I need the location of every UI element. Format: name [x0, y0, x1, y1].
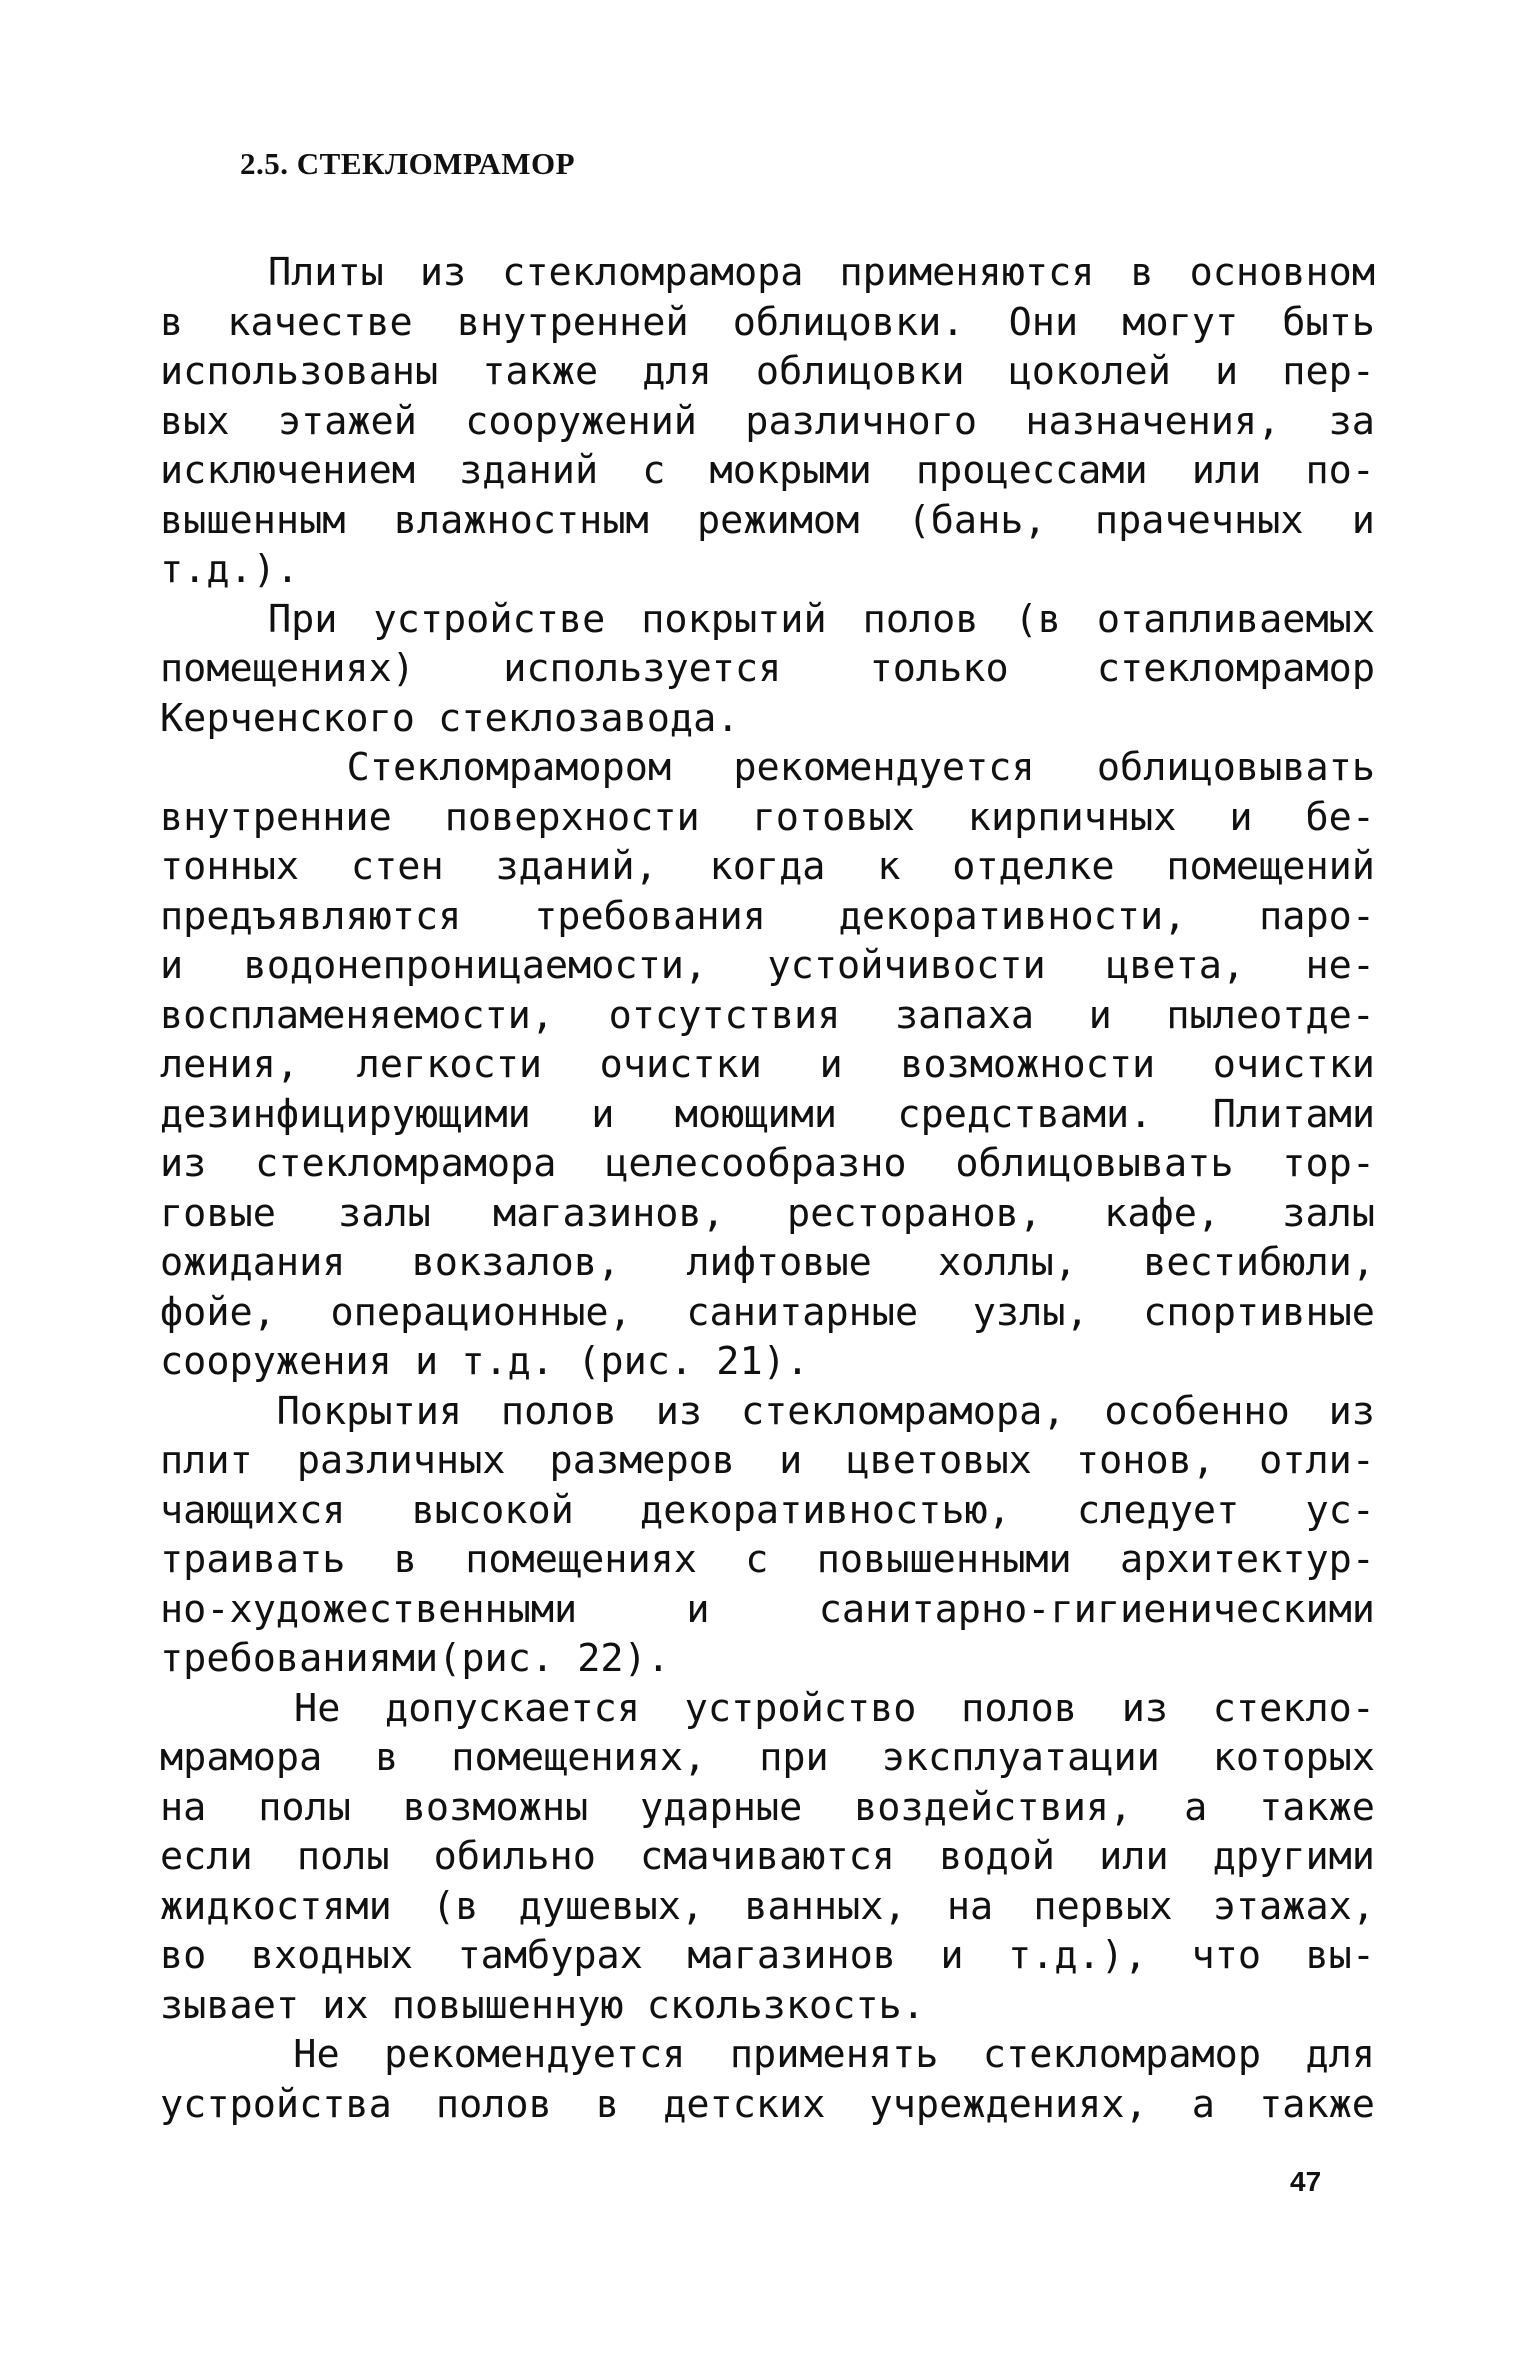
text-line: помещениях) используется только стекломрамор	[160, 646, 1375, 691]
text-line: использованы также для облицовки цоколей и пер-	[160, 349, 1375, 394]
page-number: 47	[1290, 2166, 1322, 2197]
text-line: Керченского стеклозавода.	[160, 695, 740, 741]
text-line: тонных стен зданий, когда к отделке помещений	[160, 844, 1375, 889]
text-line: в качестве внутренней облицовки. Они могут быть	[160, 299, 1375, 345]
text-line: предъявляются требования декоративности, паро-	[160, 893, 1375, 939]
body-text	[160, 248, 1375, 2129]
text-line: дезинфицирующими и моющими средствами. Плитами	[160, 1091, 1375, 1137]
text-line: требованиями(рис. 22).	[160, 1636, 670, 1681]
text-line: вых этажей сооружений различного назначения, за	[160, 398, 1375, 444]
text-line: фойе, операционные, санитарные узлы, спортивные	[160, 1289, 1375, 1335]
text-line: Покрытия полов из стекломрамора, особенно из	[160, 1388, 1375, 1434]
paragraph	[160, 2030, 1375, 2129]
text-line: При устройстве покрытий полов (в отапливаемых	[160, 596, 1375, 642]
text-line: на полы возможны ударные воздействия, а также	[160, 1784, 1375, 1830]
text-line: ления, легкости очистки и возможности очистки	[160, 1042, 1375, 1087]
text-line: во входных тамбурах магазинов и т.д.), что вы-	[160, 1933, 1375, 1978]
text-line: Стекломрамором рекомендуется облицовывать	[160, 745, 1375, 790]
text-line: исключением зданий с мокрыми процессами или по-	[160, 448, 1375, 493]
section-heading: 2.5. СТЕКЛОМРАМОР	[240, 146, 576, 181]
text-line: и водонепроницаемости, устойчивости цвета, не-	[160, 943, 1375, 988]
text-line: Не допускается устройство полов из стекло-	[160, 1685, 1375, 1731]
text-line: вышенным влажностным режимом (бань, прачечных и	[160, 497, 1375, 543]
text-line: т.д.).	[160, 547, 300, 592]
text-line: Не рекомендуется применять стекломрамор для	[160, 2032, 1375, 2077]
text-line: если полы обильно смачиваются водой или другими	[160, 1834, 1375, 1879]
paragraph	[160, 743, 1375, 1387]
text-line: из стекломрамора целесообразно облицовывать тор-	[160, 1141, 1375, 1186]
paragraph	[160, 1684, 1375, 2031]
text-line: устройства полов в детских учреждениях, а также	[160, 2081, 1375, 2127]
text-line: жидкостями (в душевых, ванных, на первых этажах,	[160, 1883, 1375, 1929]
text-line: сооружения и т.д. (рис. 21).	[160, 1339, 810, 1384]
text-line: ожидания вокзалов, лифтовые холлы, вестибюли,	[160, 1240, 1375, 1285]
text-line: чающихся высокой декоративностью, следует ус-	[160, 1487, 1375, 1533]
paragraph	[160, 1387, 1375, 1684]
text-line: зывает их повышенную скользкость.	[160, 1982, 925, 2028]
text-line: траивать в помещениях с повышенными архитектур-	[160, 1537, 1375, 1582]
text-line: плит различных размеров и цветовых тонов, отли-	[160, 1438, 1375, 1483]
text-line: внутренние поверхности готовых кирпичных и бе-	[160, 794, 1375, 840]
paragraph	[160, 595, 1375, 744]
text-line: воспламеняемости, отсутствия запаха и пылеотде-	[160, 992, 1375, 1038]
paragraph	[160, 248, 1375, 595]
text-line: говые залы магазинов, ресторанов, кафе, залы	[160, 1190, 1375, 1236]
text-line: Плиты из стекломрамора применяются в основном	[160, 250, 1375, 295]
text-line: но-художественными и санитарно-гигиеническими	[160, 1586, 1375, 1632]
text-line: мрамора в помещениях, при эксплуатации которых	[160, 1735, 1375, 1780]
